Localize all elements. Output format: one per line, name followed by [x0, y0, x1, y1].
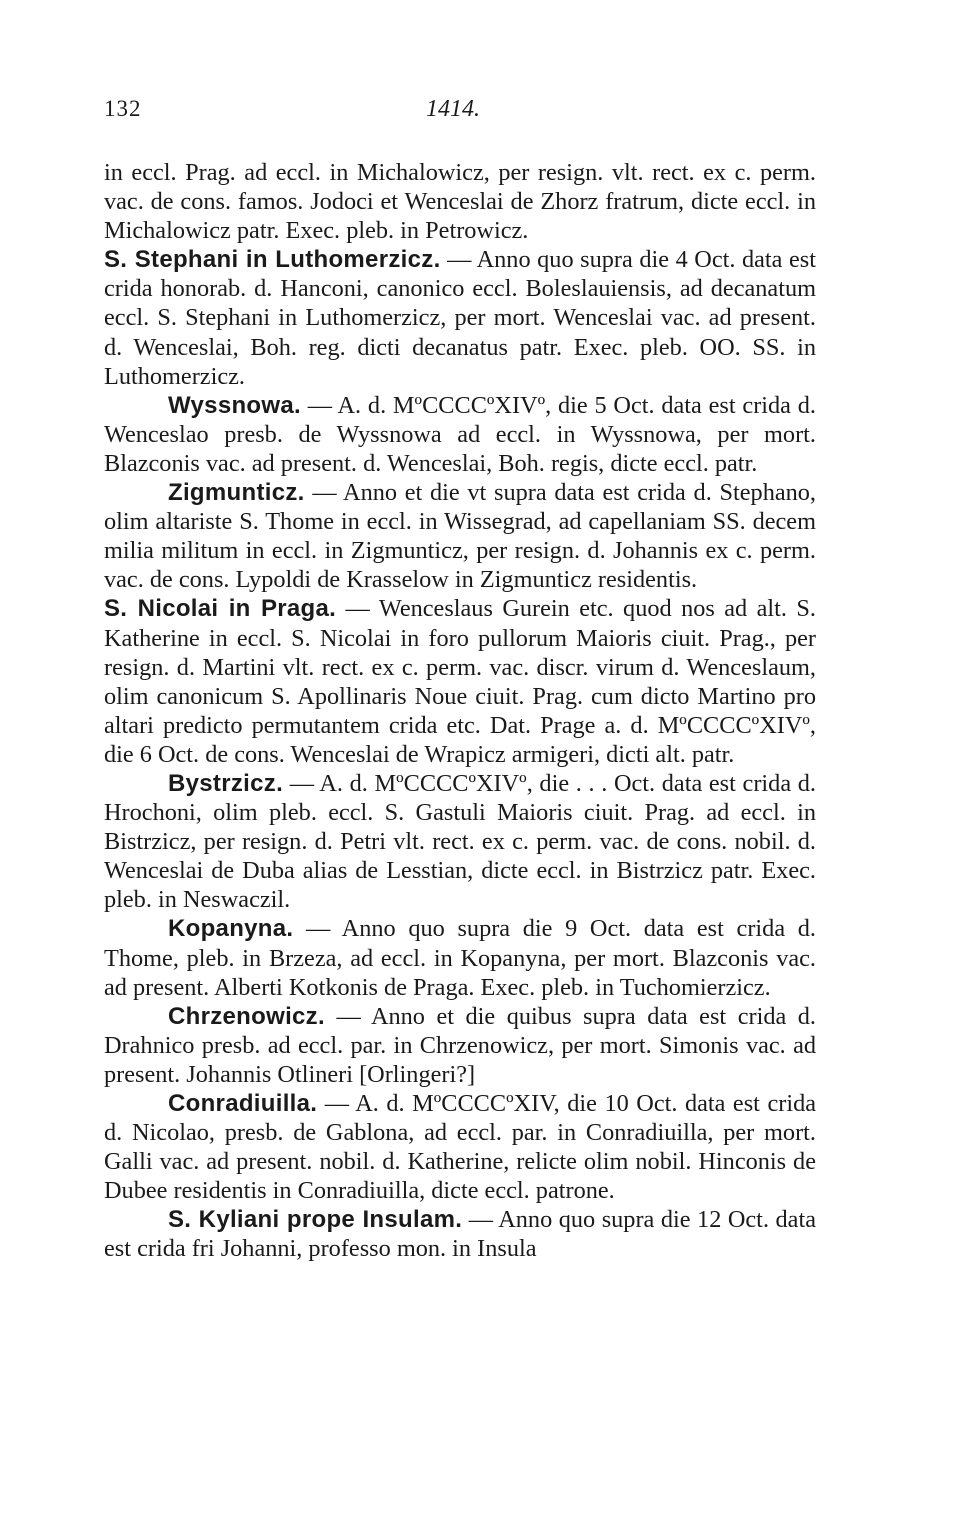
entry-zigmunticz: [104, 478, 816, 594]
entry-heading: S. Stephani in Luthomerzicz.: [104, 246, 441, 274]
entry-text: — A. d. MºCCCCºXIV, die 10 Oct. data est crida d. Nicolao, presb. de Gablona, ad eccl. par. in Conradiuilla, per mort. Galli vac. ad present. nobil. d. Katherine, relicte olim nobil. Hinconis de Dubee residentis in Conradiuilla, dicte eccl. patrone.: [104, 1090, 816, 1205]
entry-text: — Anno quo supra die 12 Oct. data est crida fri Johanni, professo mon. in Insula: [104, 1206, 816, 1263]
running-title: 1414.: [426, 96, 480, 122]
entry-wyssnowa: [104, 391, 816, 478]
entry-heading: S. Nicolai in Praga.: [104, 595, 337, 623]
entry-heading: Zigmunticz.: [168, 479, 305, 507]
entry-conradiuilla: [104, 1089, 816, 1205]
entry-text: — A. d. MºCCCCºXIVº, die . . . Oct. data est crida d. Hrochoni, olim pleb. eccl. S. Gastuli Maioris ciuit. Prag. ad eccl. in Bistrzicz, per resign. d. Petri vlt. rect. ex c. perm. vac. de cons. nobil. d. Wenceslai de Duba alias de Lesstian, dicte eccl. in Bistrzicz patr. Exec. pleb. in Neswaczil.: [104, 769, 816, 914]
entry-s-kyliani: [104, 1205, 816, 1263]
entry-heading: Conradiuilla.: [168, 1090, 318, 1117]
entry-text: — Anno et die vt supra data est crida d. Stephano, olim altariste S. Thome in eccl. in Wissegrad, ad capellaniam SS. decem milia militum in eccl. in Zigmunticz, per resign. d. Johannis ex c. perm. vac. de cons. Lypoldi de Krasselow in Zigmunticz residentis.: [104, 479, 816, 594]
entry-text: — Wenceslaus Gurein etc. quod nos ad alt. S. Katherine in eccl. S. Nicolai in foro pullorum Maioris ciuit. Prag., per resign. d. Martini vlt. rect. ex c. perm. vac. discr. virum d. Wenceslaum, olim canonicum S. Apollinaris Noue ciuit. Prag. cum dicto Martino pro altari predicto permutantem crida etc. Dat. Prage a. d. MºCCCCºXIVº, die 6 Oct. de cons. Wenceslai de Wrapicz armigeri, dicti alt. patr.: [104, 595, 816, 768]
entry-kopanyna: [104, 914, 816, 1001]
entry-continuation: [104, 158, 816, 245]
body-text: [104, 158, 816, 1264]
entry-s-stephani: [104, 245, 816, 390]
entry-s-nicolai: [104, 594, 816, 769]
page-header: [104, 96, 816, 132]
entry-text: — A. d. MºCCCCºXIVº, die 5 Oct. data est crida d. Wenceslao presb. de Wyssnowa ad eccl. in Wyssnowa, per mort. Blazconis vac. ad present. d. Wenceslai, Boh. regis, dicte eccl. patr.: [104, 391, 816, 477]
entry-text: — Anno quo supra die 4 Oct. data est crida honorab. d. Hanconi, canonico eccl. Boleslauiensis, ad decanatum eccl. S. Stephani in Luthomerzicz, per mort. Wenceslai vac. ad present. d. Wenceslai, Boh. reg. dicti decanatus patr. Exec. pleb. OO. SS. in Luthomerzicz.: [104, 246, 816, 390]
entry-text: — Anno quo supra die 9 Oct. data est crida d. Thome, pleb. in Brzeza, ad eccl. in Kopanyna, per mort. Blazconis vac. ad present. Alberti Kotkonis de Praga. Exec. pleb. in Tuchomierzicz.: [104, 915, 816, 1001]
entry-heading: Chrzenowicz.: [168, 1002, 325, 1030]
entry-bystrzicz: [104, 769, 816, 914]
page-number: 132: [104, 96, 142, 121]
entry-text: — Anno et die quibus supra data est crida d. Drahnico presb. ad eccl. par. in Chrzenowicz, per mort. Simonis vac. ad present. Johannis Otlineri [Orlingeri?]: [104, 1002, 816, 1088]
entry-heading: Kopanyna.: [168, 915, 294, 943]
entry-heading: Wyssnowa.: [168, 391, 301, 419]
entry-chrzenowicz: [104, 1002, 816, 1089]
entry-heading: S. Kyliani prope Insulam.: [168, 1206, 463, 1234]
entry-text: in eccl. Prag. ad eccl. in Michalowicz, per resign. vlt. rect. ex c. perm. vac. de cons. famos. Jodoci et Wenceslai de Zhorz fratrum, dicte eccl. in Michalowicz patr. Exec. pleb. in Petrowicz.: [104, 159, 816, 245]
entry-heading: Bystrzicz.: [168, 769, 284, 797]
